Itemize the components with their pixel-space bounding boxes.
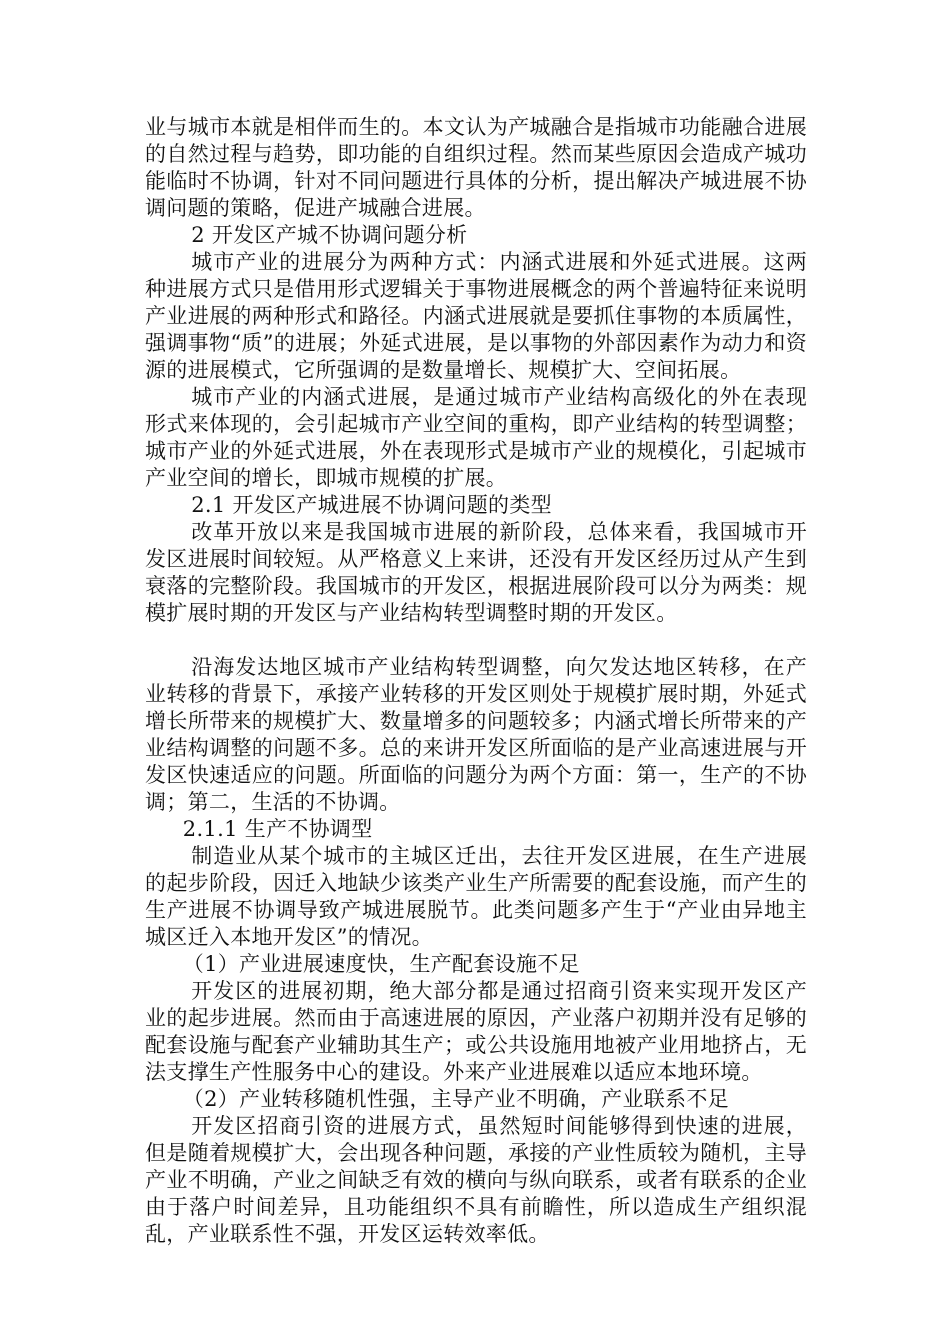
paragraph-intro-continuation: 业与城市本就是相伴而生的。本文认为产城融合是指城市功能融合进展的自然过程与趋势，即功能的自组织过程。然而某些原因会造成产城功能临时不协调，针对不同问题进行具体的分析，提出解决产城进展不协调问题的策略，促进产城融合进展。 bbox=[145, 115, 807, 220]
paragraph-early-development: 开发区的进展初期，绝大部分都是通过招商引资来实现开发区产业的起步进展。然而由于高速进展的原因，产业落户初期并没有足够的配套设施与配套产业辅助其生产；或公共设施用地被产业用地挤占，无法支撑生产性服务中心的建设。外来产业进展难以适应本地环境。 bbox=[145, 979, 807, 1084]
section-heading-2-1-1: 2.1.1 生产不协调型 bbox=[182, 817, 373, 841]
item-heading-1: （1）产业进展速度快，生产配套设施不足 bbox=[182, 952, 580, 976]
paragraph-development-modes: 城市产业的进展分为两种方式：内涵式进展和外延式进展。这两种进展方式只是借用形式逻辑关于事物进展概念的两个普遍特征来说明产业进展的两种形式和路径。内涵式进展就是要抓住事物的本质属性，强调事物“质”的进展；外延式进展，是以事物的外部因素作为动力和资源的进展模式，它所强调的是数量增长、规模扩大、空间拓展。 bbox=[145, 250, 807, 382]
paragraph-intensive-development: 城市产业的内涵式进展，是通过城市产业结构高级化的外在表现形式来体现的，会引起城市产业空间的重构，即产业结构的转型调整；城市产业的外延式进展，外在表现形式是城市产业的规模化，引起城市产业空间的增长，即城市规模的扩展。 bbox=[145, 385, 807, 490]
paragraph-spacer bbox=[145, 627, 807, 654]
section-heading-2-1: 2.1 开发区产城进展不协调问题的类型 bbox=[191, 493, 552, 517]
paragraph-investment-attraction: 开发区招商引资的进展方式，虽然短时间能够得到快速的进展，但是随着规模扩大，会出现各种问题，承接的产业性质较为随机，主导产业不明确，产业之间缺乏有效的横向与纵向联系，或者有联系的企业由于落户时间差异，且功能组织不具有前瞻性，所以造成生产组织混乱，产业联系性不强，开发区运转效率低。 bbox=[145, 1114, 807, 1246]
paragraph-reform-opening: 改革开放以来是我国城市进展的新阶段，总体来看，我国城市开发区进展时间较短。从严格意义上来讲，还没有开发区经历过从产生到衰落的完整阶段。我国城市的开发区，根据进展阶段可以分为两类：规模扩展时期的开发区与产业结构转型调整时期的开发区。 bbox=[145, 520, 807, 625]
paragraph-coastal-transfer: 沿海发达地区城市产业结构转型调整，向欠发达地区转移，在产业转移的背景下，承接产业转移的开发区则处于规模扩展时期，外延式增长所带来的规模扩大、数量增多的问题较多；内涵式增长所带来的产业结构调整的问题不多。总的来讲开发区所面临的是产业高速进展与开发区快速适应的问题。所面临的问题分为两个方面：第一，生产的不协调；第二，生活的不协调。 bbox=[145, 655, 807, 814]
section-heading-2: 2 开发区产城不协调问题分析 bbox=[191, 223, 468, 247]
item-heading-2: （2）产业转移随机性强，主导产业不明确，产业联系不足 bbox=[182, 1087, 729, 1111]
document-page bbox=[145, 114, 807, 1248]
paragraph-manufacturing-relocation: 制造业从某个城市的主城区迁出，去往开发区进展，在生产进展的起步阶段，因迁入地缺少该类产业生产所需要的配套设施，而产生的生产进展不协调导致产城进展脱节。此类问题多产生于“产业由异地主城区迁入本地开发区”的情况。 bbox=[145, 844, 807, 949]
